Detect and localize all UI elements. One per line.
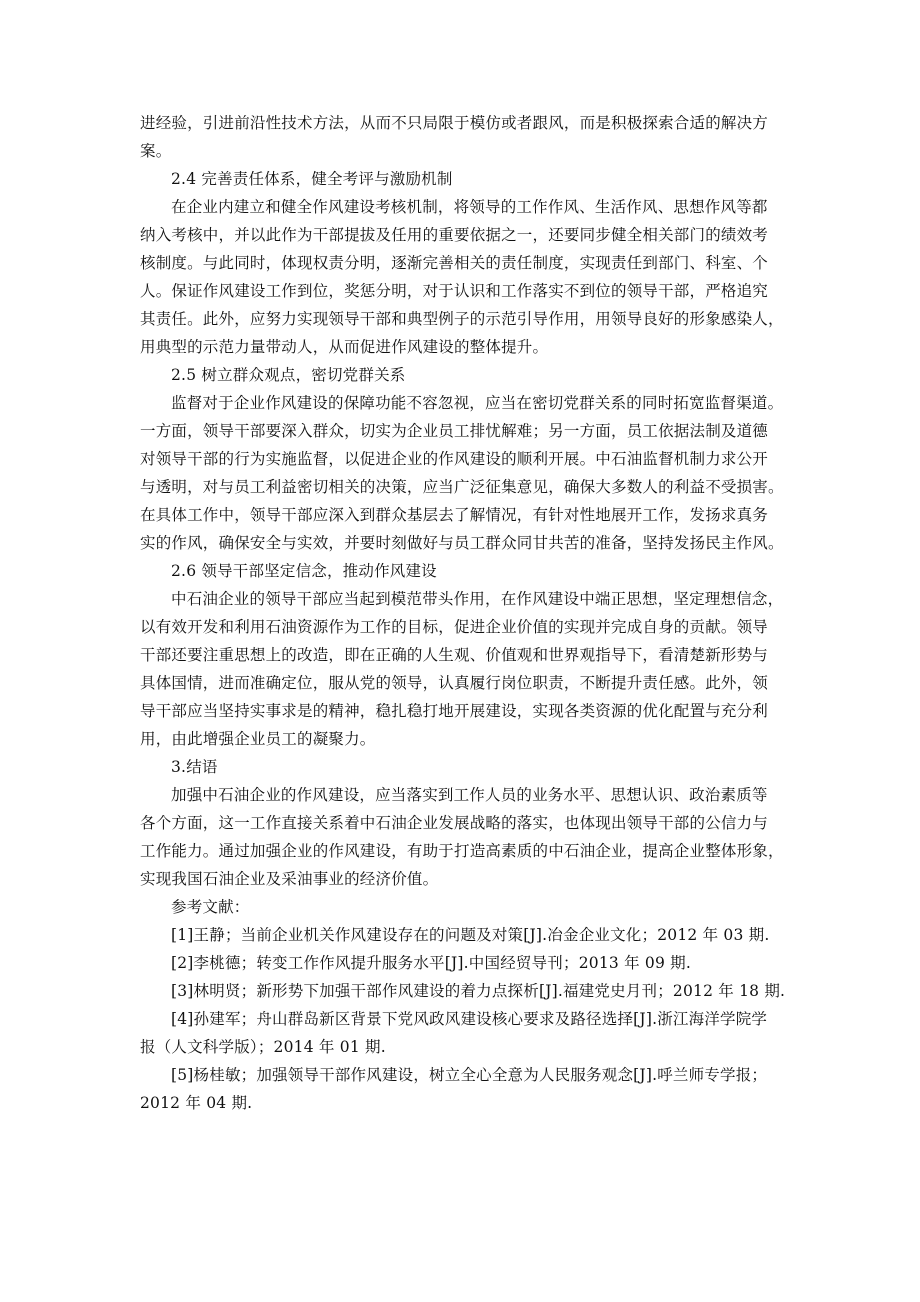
section-heading: 2.6 领导干部坚定信念，推动作风建设 [171, 562, 437, 580]
section-heading: 3.结语 [171, 758, 218, 776]
text-line: 工作能力。通过加强企业的作风建设，有助于打造高素质的中石油企业，提高企业整体形象， [140, 842, 784, 860]
document-body [140, 109, 788, 1117]
references [140, 893, 788, 1117]
reference-line: 2012 年 04 期. [140, 1094, 253, 1112]
text-line: 用典型的示范力量带动人，从而促进作风建设的整体提升。 [140, 338, 549, 356]
section-2-6 [140, 557, 788, 753]
text-line: 案。 [140, 142, 172, 160]
text-line: 其责任。此外，应努力实现领导干部和典型例子的示范引导作用，用领导良好的形象感染人， [140, 310, 784, 328]
reference-line: 报（人文科学版）；2014 年 01 期. [140, 1038, 386, 1056]
intro-paragraph [140, 109, 788, 165]
section-heading: 2.5 树立群众观点，密切党群关系 [171, 366, 406, 384]
reference-item [140, 949, 788, 977]
text-line: 进经验，引进前沿性技术方法，从而不只局限于模仿或者跟风，而是积极探索合适的解决方 [140, 114, 769, 132]
text-line: 各个方面，这一工作直接关系着中石油企业发展战略的落实，也体现出领导干部的公信力与 [140, 814, 769, 832]
reference-item [140, 1061, 788, 1117]
reference-line: [5]杨桂敏；加强领导干部作风建设，树立全心全意为人民服务观念[J].呼兰师专学报； [171, 1066, 768, 1084]
text-line: 加强中石油企业的作风建设，应当落实到工作人员的业务水平、思想认识、政治素质等 [171, 786, 768, 804]
text-line: 监督对于企业作风建设的保障功能不容忽视，应当在密切党群关系的同时拓宽监督渠道。 [171, 394, 784, 412]
reference-item [140, 1005, 788, 1061]
text-line: 以有效开发和利用石油资源作为工作的目标，促进企业价值的实现并完成自身的贡献。领导 [140, 618, 769, 636]
section-2-4 [140, 165, 788, 361]
text-line: 一方面，领导干部要深入群众，切实为企业员工排忧解难；另一方面，员工依据法制及道德 [140, 422, 769, 440]
text-line: 在企业内建立和健全作风建设考核机制，将领导的工作作风、生活作风、思想作风等都 [171, 198, 768, 216]
reference-item [140, 977, 788, 1005]
section-heading: 2.4 完善责任体系，健全考评与激励机制 [171, 170, 453, 188]
text-line: 实现我国石油企业及采油事业的经济价值。 [140, 870, 439, 888]
text-line: 与透明，对与员工利益密切相关的决策，应当广泛征集意见，确保大多数人的利益不受损害。 [140, 478, 784, 496]
text-line: 导干部应当坚持实事求是的精神，稳扎稳打地开展建设，实现各类资源的优化配置与充分利 [140, 702, 769, 720]
reference-line: [4]孙建军；舟山群岛新区背景下党风政风建设核心要求及路径选择[J].浙江海洋学院学 [171, 1010, 768, 1028]
text-line: 对领导干部的行为实施监督，以促进企业的作风建设的顺利开展。中石油监督机制力求公开 [140, 450, 769, 468]
text-line: 实的作风，确保安全与实效，并要时刻做好与员工群众同甘共苦的准备，坚持发扬民主作风。 [140, 534, 784, 552]
text-line: 核制度。与此同时，体现权责分明，逐渐完善相关的责任制度，实现责任到部门、科室、个 [140, 254, 769, 272]
reference-line: [1]王静；当前企业机关作风建设存在的问题及对策[J].冶金企业文化；2012 年 03 期. [171, 926, 770, 944]
text-line: 纳入考核中，并以此作为干部提拔及任用的重要依据之一，还要同步健全相关部门的绩效考 [140, 226, 769, 244]
section-2-5 [140, 361, 788, 557]
text-line: 人。保证作风建设工作到位，奖惩分明，对于认识和工作落实不到位的领导干部，严格追究 [140, 282, 769, 300]
references-heading: 参考文献： [171, 898, 250, 916]
reference-item [140, 921, 788, 949]
text-line: 干部还要注重思想上的改造，即在正确的人生观、价值观和世界观指导下，看清楚新形势与 [140, 646, 769, 664]
text-line: 具体国情，进而准确定位，服从党的领导，认真履行岗位职责，不断提升责任感。此外，领 [140, 674, 769, 692]
text-line: 中石油企业的领导干部应当起到模范带头作用，在作风建设中端正思想，坚定理想信念， [171, 590, 784, 608]
reference-line: [3]林明贤；新形势下加强干部作风建设的着力点探析[J].福建党史月刊；2012 年 18 期. [171, 982, 786, 1000]
reference-line: [2]李桃德；转变工作作风提升服务水平[J].中国经贸导刊；2013 年 09 期. [171, 954, 691, 972]
section-3-conclusion [140, 753, 788, 893]
text-line: 用，由此增强企业员工的凝聚力。 [140, 730, 376, 748]
text-line: 在具体工作中，领导干部应深入到群众基层去了解情况，有针对性地展开工作，发扬求真务 [140, 506, 769, 524]
